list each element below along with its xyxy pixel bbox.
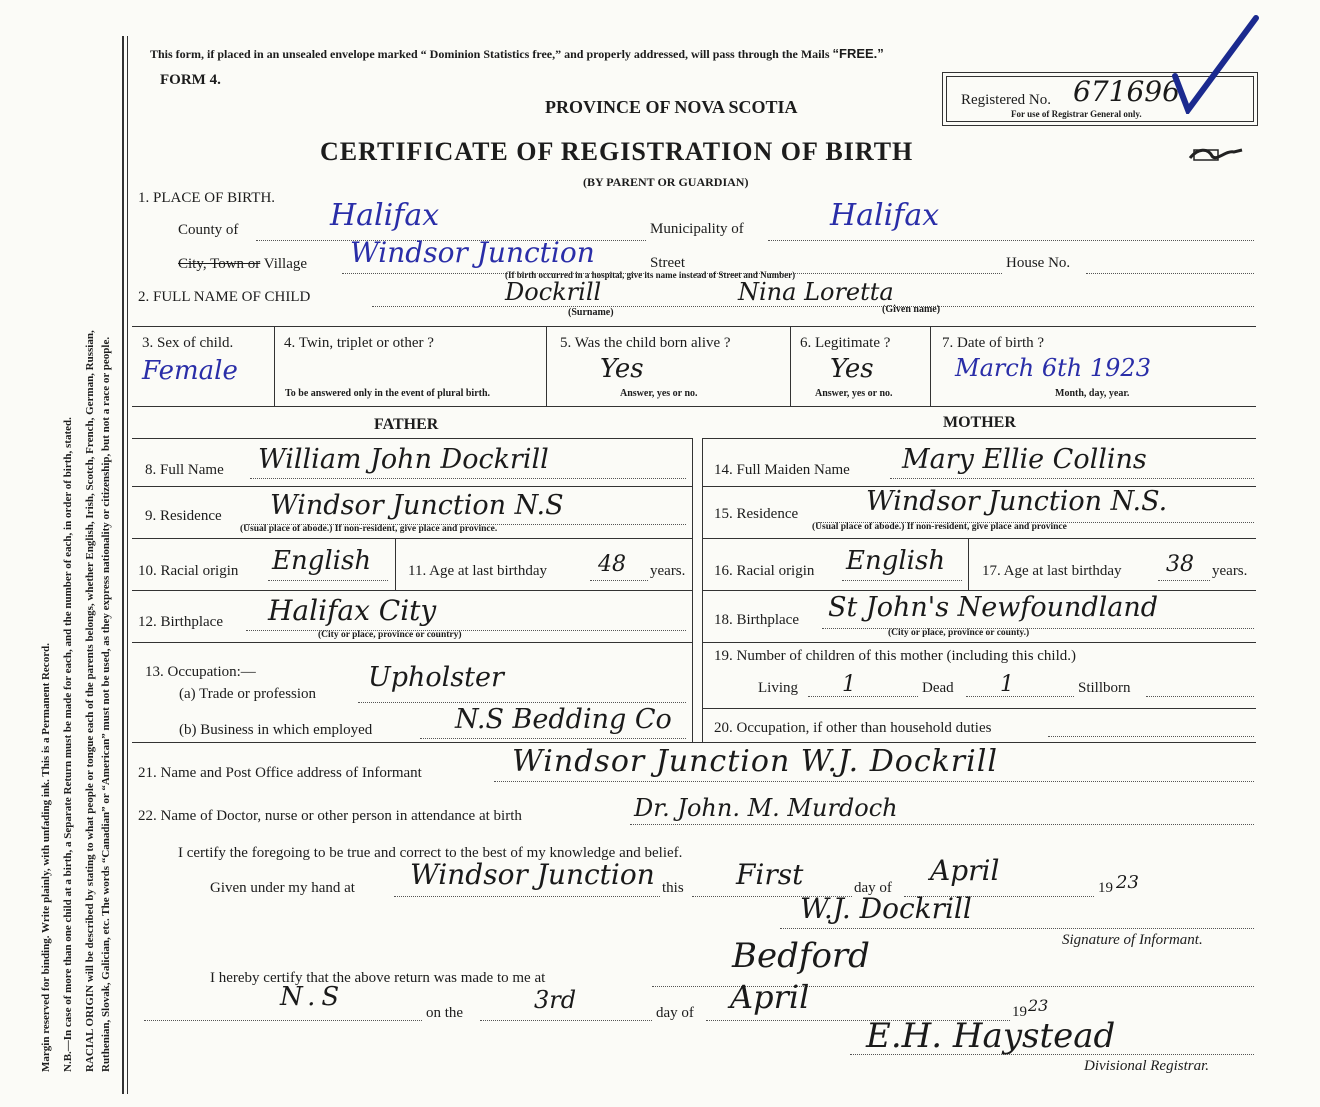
registrar-place-province: N.S (280, 982, 346, 1012)
registered-number: 671696 (1073, 75, 1180, 108)
municipality-label: Municipality of (650, 221, 744, 237)
stillborn-label: Stillborn (1078, 680, 1131, 696)
doctor-label: 22. Name of Doctor, nurse or other person in attendance at birth (138, 808, 522, 824)
father-race-label: 10. Racial origin (138, 563, 239, 579)
living-value: 1 (842, 672, 856, 697)
divisional-registrar-label: Divisional Registrar. (1084, 1058, 1210, 1074)
given-caption: (Given name) (882, 304, 941, 315)
sex-label: 3. Sex of child. (142, 335, 234, 351)
check-mark-icon (1170, 14, 1260, 114)
mother-birthplace: St John's Newfoundland (828, 592, 1159, 623)
village-value: Windsor Junction (350, 236, 595, 269)
signature-informant-label: Signature of Informant. (1062, 932, 1203, 948)
father-birthplace: Halifax City (268, 594, 437, 627)
mother-years-label: years. (1212, 563, 1248, 579)
mother-birthplace-label: 18. Birthplace (714, 612, 799, 628)
registered-note: For use of Registrar General only. (1011, 109, 1142, 119)
legitimate-note: Answer, yes or no. (815, 388, 893, 399)
surname-caption: (Surname) (568, 307, 614, 318)
father-trade: Upholster (368, 662, 504, 693)
form-number: FORM 4. (160, 72, 221, 88)
registrar-dayof-label: day of (656, 1005, 694, 1021)
certify-place: Windsor Junction (410, 858, 655, 891)
informant-label: 21. Name and Post Office address of Informant (138, 765, 422, 781)
house-label: House No. (1006, 255, 1071, 271)
mother-birthplace-note: (City or place, province or county.) (888, 628, 1030, 638)
informant-signature: W.J. Dockrill (800, 892, 972, 925)
hospital-note: (If birth occurred in a hospital, give its name instead of Street and Number) (505, 270, 796, 280)
father-heading: FATHER (374, 416, 439, 433)
margin-note-4: Ruthenian, Slovak, Galician, etc. The words “Canadian” or “American” must not be used, as they express nationality or citizenship, but not a race or people. (100, 336, 112, 1072)
father-race: English (272, 546, 372, 576)
given-under-label: Given under my hand at (210, 880, 355, 896)
stamp-scribble-icon (1186, 144, 1246, 166)
county-label: County of (178, 222, 239, 238)
father-residence-note: (Usual place of abode.) If non-resident, give place and province. (240, 524, 498, 534)
mother-residence-note: (Usual place of abode.) If non-resident, give place and province (812, 522, 1067, 532)
registered-label: Registered No. (961, 92, 1051, 108)
father-name: William John Dockrill (258, 444, 549, 475)
father-birthplace-note: (City or place, province or country) (318, 630, 462, 640)
mother-race: English (846, 546, 946, 576)
father-name-label: 8. Full Name (145, 462, 224, 478)
on-the-label: on the (426, 1005, 464, 1021)
father-business: N.S Bedding Co (455, 704, 672, 735)
place-heading: 1. PLACE OF BIRTH. (138, 190, 276, 206)
street-label: Street (650, 255, 685, 271)
registrar-year: 23 (1028, 996, 1049, 1015)
mother-children-label: 19. Number of children of this mother (including this child.) (714, 648, 1077, 664)
certify-statement: I certify the foregoing to be true and correct to the best of my knowledge and belief. (178, 845, 683, 861)
mother-name-label: 14. Full Maiden Name (714, 462, 850, 478)
father-occupation-label: 13. Occupation:— (145, 664, 256, 680)
village-label: City, Town or Village (178, 256, 308, 272)
father-years-label: years. (650, 563, 686, 579)
sex-value: Female (142, 356, 238, 386)
certify-month: April (930, 854, 1000, 887)
twin-note: To be answered only in the event of plural birth. (285, 388, 491, 399)
dead-label: Dead (922, 680, 954, 696)
mother-heading: MOTHER (943, 414, 1016, 431)
mother-residence: Windsor Junction N.S. (866, 486, 1168, 517)
registrar-place: Bedford (732, 936, 870, 976)
mother-residence-label: 15. Residence (714, 506, 799, 522)
certify-year: 23 (1116, 872, 1139, 893)
page-title: CERTIFICATE OF REGISTRATION OF BIRTH (320, 137, 914, 166)
father-birthplace-label: 12. Birthplace (138, 614, 223, 630)
county-value: Halifax (330, 198, 440, 233)
father-age-label: 11. Age at last birthday (408, 563, 547, 579)
margin-note-2: N.B.—In case of more than one child at a birth, a Separate Return must be made for each, and the number of each, in order of birth, stated. (62, 417, 74, 1072)
mother-occupation-label: 20. Occupation, if other than household duties (714, 720, 992, 736)
father-business-label: (b) Business in which employed (179, 722, 373, 738)
mother-race-label: 16. Racial origin (714, 563, 815, 579)
mail-notice: This form, if placed in an unsealed envelope marked “ Dominion Statistics free,” and properly addressed, will pass through the Mails “FREE.” (150, 46, 884, 61)
child-given-name: Nina Loretta (738, 278, 894, 306)
registrar-month: April (730, 978, 810, 1016)
father-residence-label: 9. Residence (145, 508, 222, 524)
dob-note: Month, day, year. (1055, 388, 1130, 399)
alive-value: Yes (600, 354, 644, 384)
alive-label: 5. Was the child born alive ? (560, 335, 731, 351)
certify-year-prefix: 19 (1098, 880, 1113, 896)
father-residence: Windsor Junction N.S (270, 490, 564, 521)
informant-value: Windsor Junction W.J. Dockrill (512, 744, 998, 779)
dob-value: March 6th 1923 (955, 354, 1151, 382)
mother-age: 38 (1166, 552, 1194, 577)
certify-dayof-label: day of (854, 880, 892, 896)
province-heading: PROVINCE OF NOVA SCOTIA (545, 97, 798, 117)
father-trade-label: (a) Trade or profession (179, 686, 317, 702)
registrar-year-prefix: 19 (1012, 1004, 1027, 1020)
page-subtitle: (BY PARENT OR GUARDIAN) (583, 175, 749, 189)
child-name-label: 2. FULL NAME OF CHILD (138, 289, 311, 305)
registrar-signature: E.H. Haystead (866, 1016, 1116, 1056)
certify-day: First (736, 858, 804, 891)
mother-name: Mary Ellie Collins (902, 444, 1147, 475)
row-divider (132, 406, 1256, 407)
dead-value: 1 (1000, 672, 1014, 697)
living-label: Living (758, 680, 798, 696)
margin-note-1: Margin reserved for binding. Write plainly, with unfading ink. This is a Permanent Record. (40, 643, 52, 1072)
margin-divider-inner (127, 36, 128, 1094)
doctor-value: Dr. John. M. Murdoch (634, 794, 898, 822)
municipality-value: Halifax (830, 198, 940, 233)
alive-note: Answer, yes or no. (620, 388, 698, 399)
father-age: 48 (598, 552, 626, 577)
margin-note-3: RACIAL ORIGIN will be described by stating to what people or tongue each of the parents belongs, whether English, Irish, Scotch, French, German, Russian, (84, 330, 96, 1072)
twin-label: 4. Twin, triplet or other ? (284, 335, 434, 351)
margin-divider (122, 36, 124, 1094)
legitimate-value: Yes (830, 354, 874, 384)
child-surname: Dockrill (505, 278, 602, 306)
mother-age-label: 17. Age at last birthday (982, 563, 1122, 579)
registrar-day: 3rd (534, 986, 577, 1014)
this-label: this (662, 880, 684, 896)
registrar-statement: I hereby certify that the above return was made to me at (210, 970, 546, 986)
legitimate-label: 6. Legitimate ? (800, 335, 891, 351)
dob-label: 7. Date of birth ? (942, 335, 1045, 351)
row-divider (132, 326, 1256, 327)
